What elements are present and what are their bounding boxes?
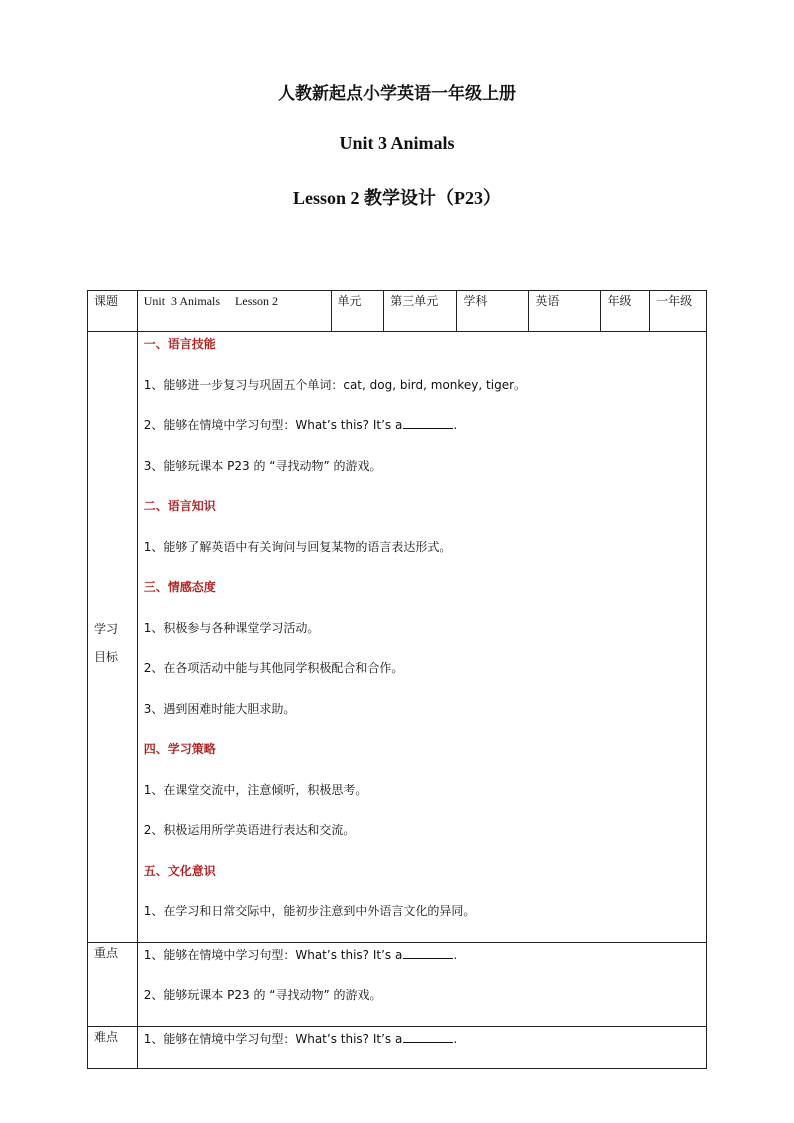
difficulties-label-cell — [88, 1026, 138, 1068]
document-title: 人教新起点小学英语一年级上册 — [278, 84, 516, 104]
unit-title: Unit 3 Animals — [339, 133, 455, 153]
header-row — [88, 291, 707, 332]
key-point-item: 1、能够在情境中学习句型：What’s this? It’s a . — [143, 947, 458, 962]
key-points-label: 重点 — [94, 945, 119, 960]
unit-label-cell — [331, 291, 384, 332]
unit-value-cell — [384, 291, 457, 332]
difficulties-list — [138, 1027, 706, 1067]
objectives-label-line1: 学习 — [94, 621, 119, 636]
objective-section-heading: 五、文化意识 — [143, 863, 216, 878]
objective-item: 2、在各项活动中能与其他同学积极配合和合作。 — [143, 661, 404, 675]
objective-item: 1、积极参与各种课堂学习活动。 — [143, 620, 320, 635]
objective-item: 3、能够玩课本 P23 的 “寻找动物” 的游戏。 — [143, 458, 382, 473]
topic-label-cell — [88, 291, 138, 332]
difficulties-content-cell — [137, 1026, 706, 1068]
objective-item: 2、积极运用所学英语进行表达和交流。 — [143, 823, 356, 837]
objective-item: 1、能够了解英语中有关询问与回复某物的语言表达形式。 — [143, 539, 452, 554]
subject-value-cell — [529, 291, 601, 332]
subject-label: 学科 — [463, 294, 488, 308]
difficulties-label: 难点 — [94, 1029, 119, 1044]
grade-value: 一年级 — [656, 294, 693, 308]
objective-item: 1、在学习和日常交际中，能初步注意到中外语言文化的异同。 — [143, 904, 476, 918]
objective-item: 3、遇到困难时能大胆求助。 — [143, 701, 296, 716]
topic-value: Unit 3 Animals Lesson 2 — [143, 294, 279, 308]
objective-section-heading: 三、情感态度 — [143, 580, 216, 594]
objectives-content-cell — [137, 332, 706, 943]
objectives-row — [88, 332, 707, 943]
answer-blank — [403, 417, 453, 429]
topic-label: 课题 — [94, 294, 119, 308]
unit-label: 单元 — [337, 294, 362, 308]
objectives-label-cell — [88, 332, 138, 943]
objective-item: 1、在课堂交流中，注意倾听，积极思考。 — [143, 782, 368, 797]
key-points-label-cell — [88, 942, 138, 1026]
lesson-plan-table — [87, 290, 707, 1069]
objective-section-heading: 四、学习策略 — [143, 742, 216, 756]
grade-label-cell — [601, 291, 650, 332]
lesson-title: Lesson 2 教学设计（P23） — [292, 188, 501, 208]
key-point-item: 2、能够玩课本 P23 的 “寻找动物” 的游戏。 — [143, 988, 382, 1002]
answer-blank — [403, 947, 453, 959]
answer-blank — [403, 1031, 453, 1043]
objective-section-heading: 二、语言知识 — [143, 499, 216, 513]
key-points-list — [138, 943, 706, 1026]
grade-value-cell — [650, 291, 707, 332]
difficulty-item: 1、能够在情境中学习句型：What’s this? It’s a . — [143, 1031, 458, 1046]
objective-item: 2、能够在情境中学习句型：What’s this? It’s a . — [143, 418, 458, 432]
unit-value: 第三单元 — [390, 294, 439, 308]
subject-value: 英语 — [535, 294, 560, 308]
topic-value-cell — [137, 291, 331, 332]
grade-label: 年级 — [607, 294, 632, 308]
objective-item: 1、能够进一步复习与巩固五个单词：cat, dog, bird, monkey, tiger。 — [143, 377, 527, 392]
objective-section-heading: 一、语言技能 — [143, 337, 216, 351]
subject-label-cell — [457, 291, 529, 332]
key-points-row — [88, 942, 707, 1026]
key-points-content-cell — [137, 942, 706, 1026]
objectives-list — [138, 332, 706, 942]
objectives-label-line2: 目标 — [94, 649, 119, 664]
difficulties-row — [88, 1026, 707, 1068]
